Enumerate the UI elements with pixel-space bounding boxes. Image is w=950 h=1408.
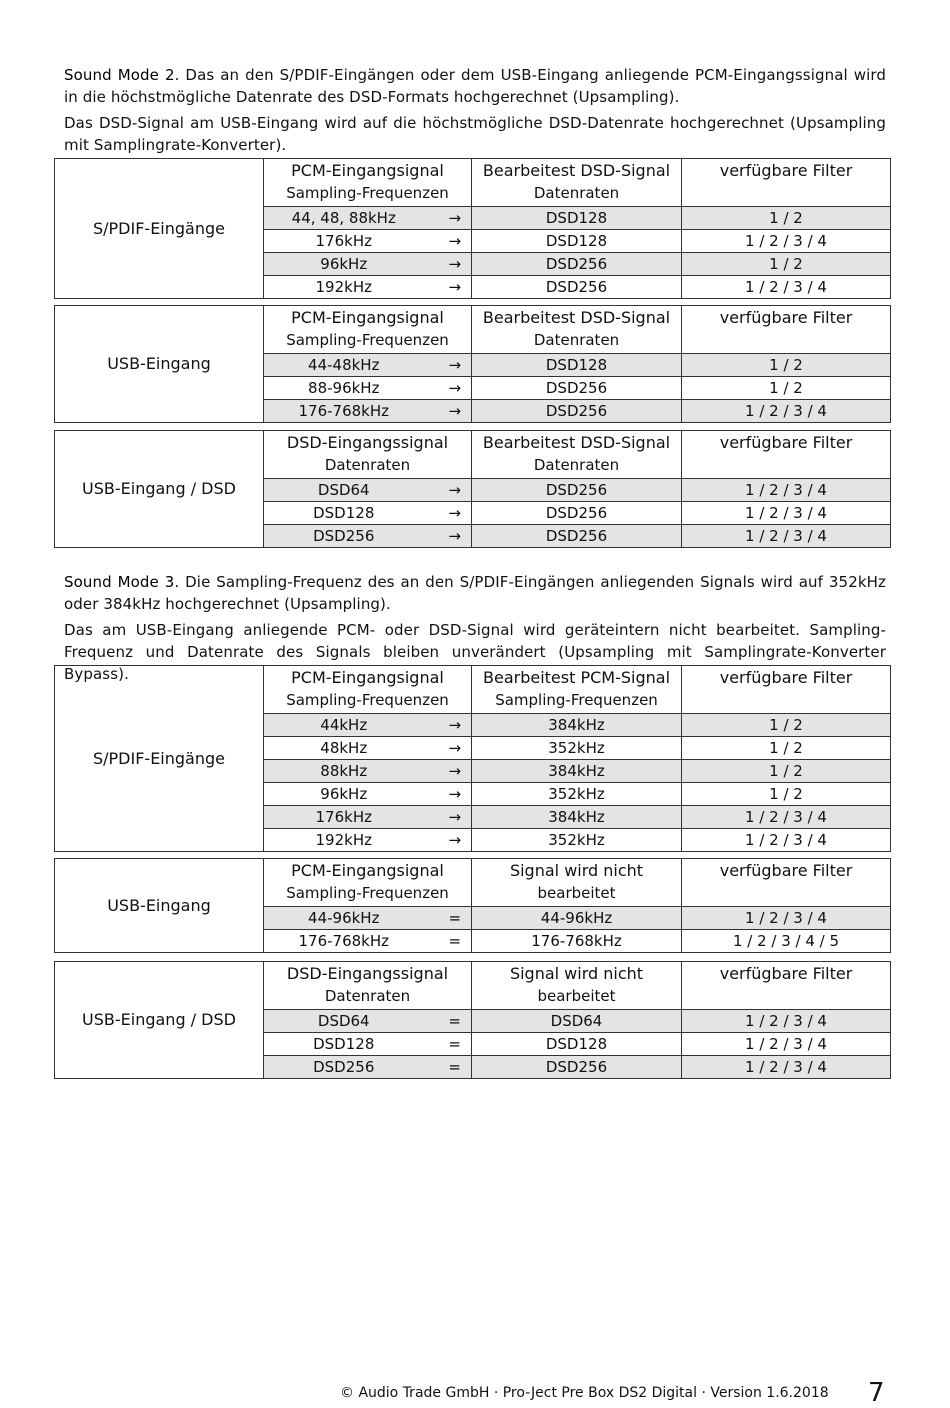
input-header-title: PCM-Eingangsignal bbox=[291, 308, 444, 327]
input-header-subtitle: Sampling-Frequenzen bbox=[286, 884, 449, 902]
input-value: 44-96kHz bbox=[264, 907, 424, 930]
input-value: 88-96kHz bbox=[264, 377, 424, 400]
arrow-icon: = bbox=[424, 1033, 472, 1056]
column-header-filter bbox=[682, 666, 891, 714]
output-header-title: Bearbeitest DSD-Signal bbox=[482, 308, 671, 327]
input-value: DSD64 bbox=[264, 1010, 424, 1033]
filter-value: 1 / 2 / 3 / 4 / 5 bbox=[682, 930, 891, 953]
column-header-input bbox=[264, 431, 472, 479]
input-label: USB-Eingang / DSD bbox=[55, 962, 264, 1079]
filter-value: 1 / 2 bbox=[682, 377, 891, 400]
arrow-icon: → bbox=[424, 207, 472, 230]
input-header-subtitle: Sampling-Frequenzen bbox=[286, 331, 449, 349]
filter-value: 1 / 2 / 3 / 4 bbox=[682, 479, 891, 502]
column-header-input bbox=[264, 159, 472, 207]
column-header-filter bbox=[682, 431, 891, 479]
output-value: DSD256 bbox=[472, 400, 682, 423]
input-value: 192kHz bbox=[264, 829, 424, 852]
column-header-output bbox=[472, 159, 682, 207]
page-number: 7 bbox=[868, 1378, 885, 1408]
mode2-paragraph-2: Das DSD-Signal am USB-Eingang wird auf die höchstmögliche DSD-Datenrate hochgerechnet (Upsampling mit Samplingrate-Konverter). bbox=[64, 114, 886, 154]
footer-copyright: © Audio Trade GmbH · Pro-Ject Pre Box DS2 Digital · Version 1.6.2018 bbox=[340, 1385, 829, 1401]
output-value: 44-96kHz bbox=[472, 907, 682, 930]
filter-value: 1 / 2 bbox=[682, 760, 891, 783]
input-value: 88kHz bbox=[264, 760, 424, 783]
arrow-icon: → bbox=[424, 479, 472, 502]
output-header-subtitle: Datenraten bbox=[533, 184, 620, 202]
mode3-text-1: . Die Sampling-Frequenz des an den S/PDIF-Eingängen anliegenden Signals wird auf 352kHz oder 384kHz hochgerechnet (Upsampling). bbox=[64, 573, 886, 613]
column-header-output bbox=[472, 306, 682, 354]
output-value: DSD256 bbox=[472, 1056, 682, 1079]
column-header-input bbox=[264, 859, 472, 907]
arrow-icon: → bbox=[424, 806, 472, 829]
output-value: DSD256 bbox=[472, 502, 682, 525]
output-header-title: Bearbeitest DSD-Signal bbox=[482, 433, 671, 452]
arrow-icon: → bbox=[424, 737, 472, 760]
output-header-subtitle: bearbeitet bbox=[537, 987, 616, 1005]
output-header-subtitle: bearbeitet bbox=[537, 884, 616, 902]
input-value: 44, 48, 88kHz bbox=[264, 207, 424, 230]
filter-value: 1 / 2 / 3 / 4 bbox=[682, 829, 891, 852]
output-value: 352kHz bbox=[472, 829, 682, 852]
output-value: 384kHz bbox=[472, 714, 682, 737]
input-header-title: PCM-Eingangsignal bbox=[291, 668, 444, 687]
output-value: DSD128 bbox=[472, 207, 682, 230]
column-header-output bbox=[472, 431, 682, 479]
arrow-icon: → bbox=[424, 760, 472, 783]
input-value: DSD256 bbox=[264, 1056, 424, 1079]
column-header-filter bbox=[682, 962, 891, 1010]
arrow-icon: → bbox=[424, 502, 472, 525]
mode3-table-usb-dsd bbox=[54, 961, 891, 1079]
output-value: DSD256 bbox=[472, 276, 682, 299]
arrow-icon: → bbox=[424, 230, 472, 253]
arrow-icon: → bbox=[424, 253, 472, 276]
mode2-table-usb-dsd bbox=[54, 430, 891, 548]
arrow-icon: = bbox=[424, 1056, 472, 1079]
filter-value: 1 / 2 / 3 / 4 bbox=[682, 276, 891, 299]
output-header-title: Signal wird nicht bbox=[509, 861, 644, 880]
mode2-heading: Sound Mode 2 bbox=[64, 66, 175, 84]
output-value: DSD128 bbox=[472, 354, 682, 377]
input-label: USB-Eingang bbox=[55, 306, 264, 423]
arrow-icon: → bbox=[424, 276, 472, 299]
arrow-icon: = bbox=[424, 1010, 472, 1033]
filter-value: 1 / 2 bbox=[682, 253, 891, 276]
input-value: 176-768kHz bbox=[264, 400, 424, 423]
mode3-paragraph-2: Das am USB-Eingang anliegende PCM- oder DSD-Signal wird geräteintern nicht bearbeitet. Sampling-Frequenz und Datenrate des Signals bleiben unverändert (Upsampling mit Samplingrate-Konverter Bypass). bbox=[64, 621, 886, 683]
arrow-icon: → bbox=[424, 783, 472, 806]
output-value: 384kHz bbox=[472, 806, 682, 829]
column-header-output bbox=[472, 666, 682, 714]
filter-value: 1 / 2 bbox=[682, 714, 891, 737]
filter-header-title: verfügbare Filter bbox=[719, 668, 853, 687]
output-value: DSD256 bbox=[472, 525, 682, 548]
input-header-subtitle: Datenraten bbox=[324, 456, 411, 474]
output-value: 384kHz bbox=[472, 760, 682, 783]
arrow-icon: → bbox=[424, 829, 472, 852]
filter-value: 1 / 2 bbox=[682, 737, 891, 760]
mode3-table-usb bbox=[54, 858, 891, 953]
input-header-title: PCM-Eingangsignal bbox=[291, 861, 444, 880]
output-header-subtitle: Sampling-Frequenzen bbox=[495, 691, 658, 709]
column-header-input bbox=[264, 666, 472, 714]
arrow-icon: → bbox=[424, 400, 472, 423]
output-header-title: Bearbeitest PCM-Signal bbox=[483, 668, 671, 687]
column-header-output bbox=[472, 859, 682, 907]
column-header-filter bbox=[682, 859, 891, 907]
input-header-subtitle: Sampling-Frequenzen bbox=[286, 184, 449, 202]
mode2-table-spdif bbox=[54, 158, 891, 299]
output-value: DSD256 bbox=[472, 253, 682, 276]
arrow-icon: = bbox=[424, 930, 472, 953]
input-label: S/PDIF-Eingänge bbox=[55, 159, 264, 299]
arrow-icon: → bbox=[424, 354, 472, 377]
filter-header-title: verfügbare Filter bbox=[719, 964, 853, 983]
filter-value: 1 / 2 / 3 / 4 bbox=[682, 502, 891, 525]
mode2-table-usb bbox=[54, 305, 891, 423]
output-value: 176-768kHz bbox=[472, 930, 682, 953]
input-value: 176kHz bbox=[264, 230, 424, 253]
input-header-title: DSD-Eingangssignal bbox=[286, 964, 449, 983]
input-value: DSD128 bbox=[264, 502, 424, 525]
filter-value: 1 / 2 / 3 / 4 bbox=[682, 525, 891, 548]
column-header-output bbox=[472, 962, 682, 1010]
filter-value: 1 / 2 / 3 / 4 bbox=[682, 907, 891, 930]
mode3-heading: Sound Mode 3 bbox=[64, 573, 175, 591]
filter-value: 1 / 2 bbox=[682, 207, 891, 230]
column-header-filter bbox=[682, 159, 891, 207]
output-value: DSD256 bbox=[472, 377, 682, 400]
input-value: DSD64 bbox=[264, 479, 424, 502]
filter-value: 1 / 2 / 3 / 4 bbox=[682, 400, 891, 423]
input-value: DSD128 bbox=[264, 1033, 424, 1056]
input-value: 176kHz bbox=[264, 806, 424, 829]
output-header-title: Signal wird nicht bbox=[509, 964, 644, 983]
input-label: S/PDIF-Eingänge bbox=[55, 666, 264, 852]
mode2-text-1: . Das an den S/PDIF-Eingängen oder dem USB-Eingang anliegende PCM-Eingangssignal wird in die höchstmögliche Datenrate des DSD-Formats hochgerechnet (Upsampling). bbox=[64, 66, 886, 106]
input-header-subtitle: Sampling-Frequenzen bbox=[286, 691, 449, 709]
input-value: DSD256 bbox=[264, 525, 424, 548]
input-header-subtitle: Datenraten bbox=[324, 987, 411, 1005]
arrow-icon: → bbox=[424, 525, 472, 548]
input-header-title: PCM-Eingangsignal bbox=[291, 161, 444, 180]
filter-value: 1 / 2 bbox=[682, 783, 891, 806]
input-value: 44kHz bbox=[264, 714, 424, 737]
filter-value: 1 / 2 / 3 / 4 bbox=[682, 230, 891, 253]
filter-value: 1 / 2 / 3 / 4 bbox=[682, 1010, 891, 1033]
arrow-icon: = bbox=[424, 907, 472, 930]
input-value: 96kHz bbox=[264, 783, 424, 806]
filter-header-title: verfügbare Filter bbox=[719, 161, 853, 180]
input-value: 176-768kHz bbox=[264, 930, 424, 953]
output-value: 352kHz bbox=[472, 783, 682, 806]
input-header-title: DSD-Eingangssignal bbox=[286, 433, 449, 452]
arrow-icon: → bbox=[424, 714, 472, 737]
output-value: DSD128 bbox=[472, 1033, 682, 1056]
mode3-table-spdif bbox=[54, 665, 891, 852]
column-header-input bbox=[264, 962, 472, 1010]
output-value: DSD128 bbox=[472, 230, 682, 253]
output-header-title: Bearbeitest DSD-Signal bbox=[482, 161, 671, 180]
output-value: 352kHz bbox=[472, 737, 682, 760]
filter-value: 1 / 2 / 3 / 4 bbox=[682, 806, 891, 829]
mode3-paragraph-1 bbox=[64, 571, 886, 615]
input-value: 48kHz bbox=[264, 737, 424, 760]
input-value: 44-48kHz bbox=[264, 354, 424, 377]
filter-header-title: verfügbare Filter bbox=[719, 861, 853, 880]
column-header-filter bbox=[682, 306, 891, 354]
filter-header-title: verfügbare Filter bbox=[719, 308, 853, 327]
output-header-subtitle: Datenraten bbox=[533, 456, 620, 474]
filter-value: 1 / 2 / 3 / 4 bbox=[682, 1033, 891, 1056]
mode2-paragraph-1 bbox=[64, 64, 886, 108]
output-value: DSD64 bbox=[472, 1010, 682, 1033]
input-label: USB-Eingang bbox=[55, 859, 264, 953]
filter-header-title: verfügbare Filter bbox=[719, 433, 853, 452]
filter-value: 1 / 2 bbox=[682, 354, 891, 377]
filter-value: 1 / 2 / 3 / 4 bbox=[682, 1056, 891, 1079]
column-header-input bbox=[264, 306, 472, 354]
output-header-subtitle: Datenraten bbox=[533, 331, 620, 349]
input-value: 96kHz bbox=[264, 253, 424, 276]
input-value: 192kHz bbox=[264, 276, 424, 299]
arrow-icon: → bbox=[424, 377, 472, 400]
input-label: USB-Eingang / DSD bbox=[55, 431, 264, 548]
output-value: DSD256 bbox=[472, 479, 682, 502]
